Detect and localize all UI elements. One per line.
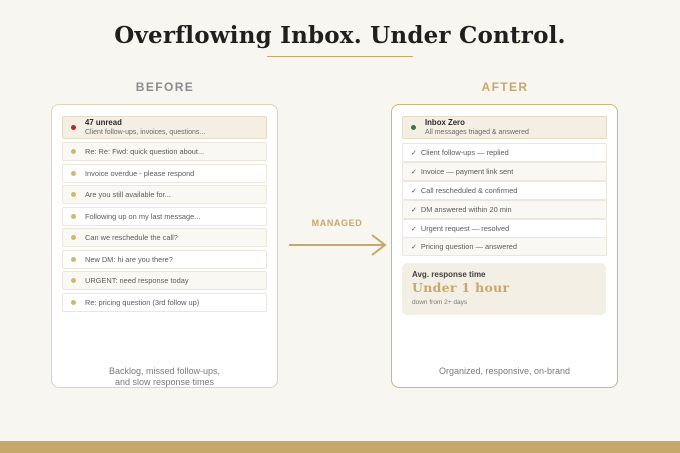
unread-dot-icon — [71, 149, 76, 154]
email-subject: New DM: hi are you there? — [85, 255, 173, 264]
email-list-item[interactable] — [62, 293, 267, 312]
before-caption-line: Backlog, missed follow-ups, — [108, 366, 221, 376]
unread-dot-icon — [71, 257, 76, 262]
email-subject: Can we reschedule the call? — [85, 233, 178, 242]
resolved-item-text: Invoice — payment link sent — [420, 167, 514, 176]
page-title: Overflowing Inbox. Under Control. — [114, 22, 566, 49]
email-subject: URGENT: need response today — [85, 276, 189, 285]
unread-dot-icon — [71, 278, 76, 283]
resolved-list-item[interactable] — [402, 162, 607, 181]
email-list-item[interactable] — [62, 271, 267, 290]
resolved-list-item[interactable] — [402, 219, 607, 238]
unread-dot-icon — [71, 300, 76, 305]
bottom-accent-bar — [0, 441, 680, 453]
checkmark-icon: ✓ — [411, 206, 417, 214]
email-subject: Following up on my last message... — [85, 212, 201, 221]
resolved-item-text: DM answered within 20 min — [420, 205, 512, 214]
after-inbox-panel — [391, 104, 618, 388]
email-list-item[interactable] — [62, 185, 267, 204]
unread-dot-icon — [71, 214, 76, 219]
inbox-zero-summary-row[interactable] — [402, 116, 607, 139]
unread-dot-icon — [71, 192, 76, 197]
checkmark-icon: ✓ — [411, 168, 417, 176]
before-label: BEFORE — [135, 80, 195, 94]
title-divider — [267, 56, 413, 57]
resolved-list-item[interactable] — [402, 237, 607, 256]
unread-dot-icon — [71, 235, 76, 240]
resolved-item-text: Client follow-ups — replied — [420, 148, 509, 157]
inbox-zero-title: Inbox Zero — [425, 117, 465, 127]
unread-summary-row[interactable] — [62, 116, 267, 139]
resolved-list-item[interactable] — [402, 143, 607, 162]
resolved-list-item[interactable] — [402, 181, 607, 200]
email-list-item[interactable] — [62, 142, 267, 161]
unread-dot-icon — [71, 125, 76, 130]
response-time-card — [402, 263, 606, 315]
email-list-item[interactable] — [62, 228, 267, 247]
resolved-item-text: Call rescheduled & confirmed — [420, 186, 518, 195]
inbox-zero-subtitle: All messages triaged & answered — [425, 128, 529, 136]
inbox-zero-dot-icon — [411, 125, 416, 130]
before-inbox-panel — [51, 104, 278, 388]
before-caption-line: and slow response times — [114, 377, 215, 387]
checkmark-icon: ✓ — [411, 243, 417, 251]
metric-note: down from 2+ days — [412, 299, 468, 306]
checkmark-icon: ✓ — [411, 187, 417, 195]
unread-dot-icon — [71, 171, 76, 176]
after-caption: Organized, responsive, on-brand — [438, 366, 571, 376]
managed-label: MANAGED — [311, 218, 363, 228]
resolved-item-text: Urgent request — resolved — [420, 224, 510, 233]
unread-subtitle: Client follow-ups, invoices, questions... — [85, 128, 206, 136]
checkmark-icon: ✓ — [411, 225, 417, 233]
resolved-item-text: Pricing question — answered — [420, 242, 518, 251]
metric-label: Avg. response time — [412, 270, 486, 279]
email-list-item[interactable] — [62, 250, 267, 269]
email-list-item[interactable] — [62, 207, 267, 226]
email-subject: Re: Re: Fwd: quick question about... — [85, 147, 205, 156]
before-caption — [52, 366, 277, 388]
arrow-right-icon — [288, 233, 388, 257]
email-subject: Re: pricing question (3rd follow up) — [85, 298, 200, 307]
metric-value: Under 1 hour — [412, 280, 510, 295]
checkmark-icon: ✓ — [411, 149, 417, 157]
email-list-item[interactable] — [62, 164, 267, 183]
email-subject: Invoice overdue - please respond — [85, 169, 195, 178]
resolved-list-item[interactable] — [402, 200, 607, 219]
after-label: AFTER — [481, 80, 529, 94]
email-subject: Are you still available for... — [85, 190, 171, 199]
unread-count: 47 unread — [85, 117, 122, 127]
